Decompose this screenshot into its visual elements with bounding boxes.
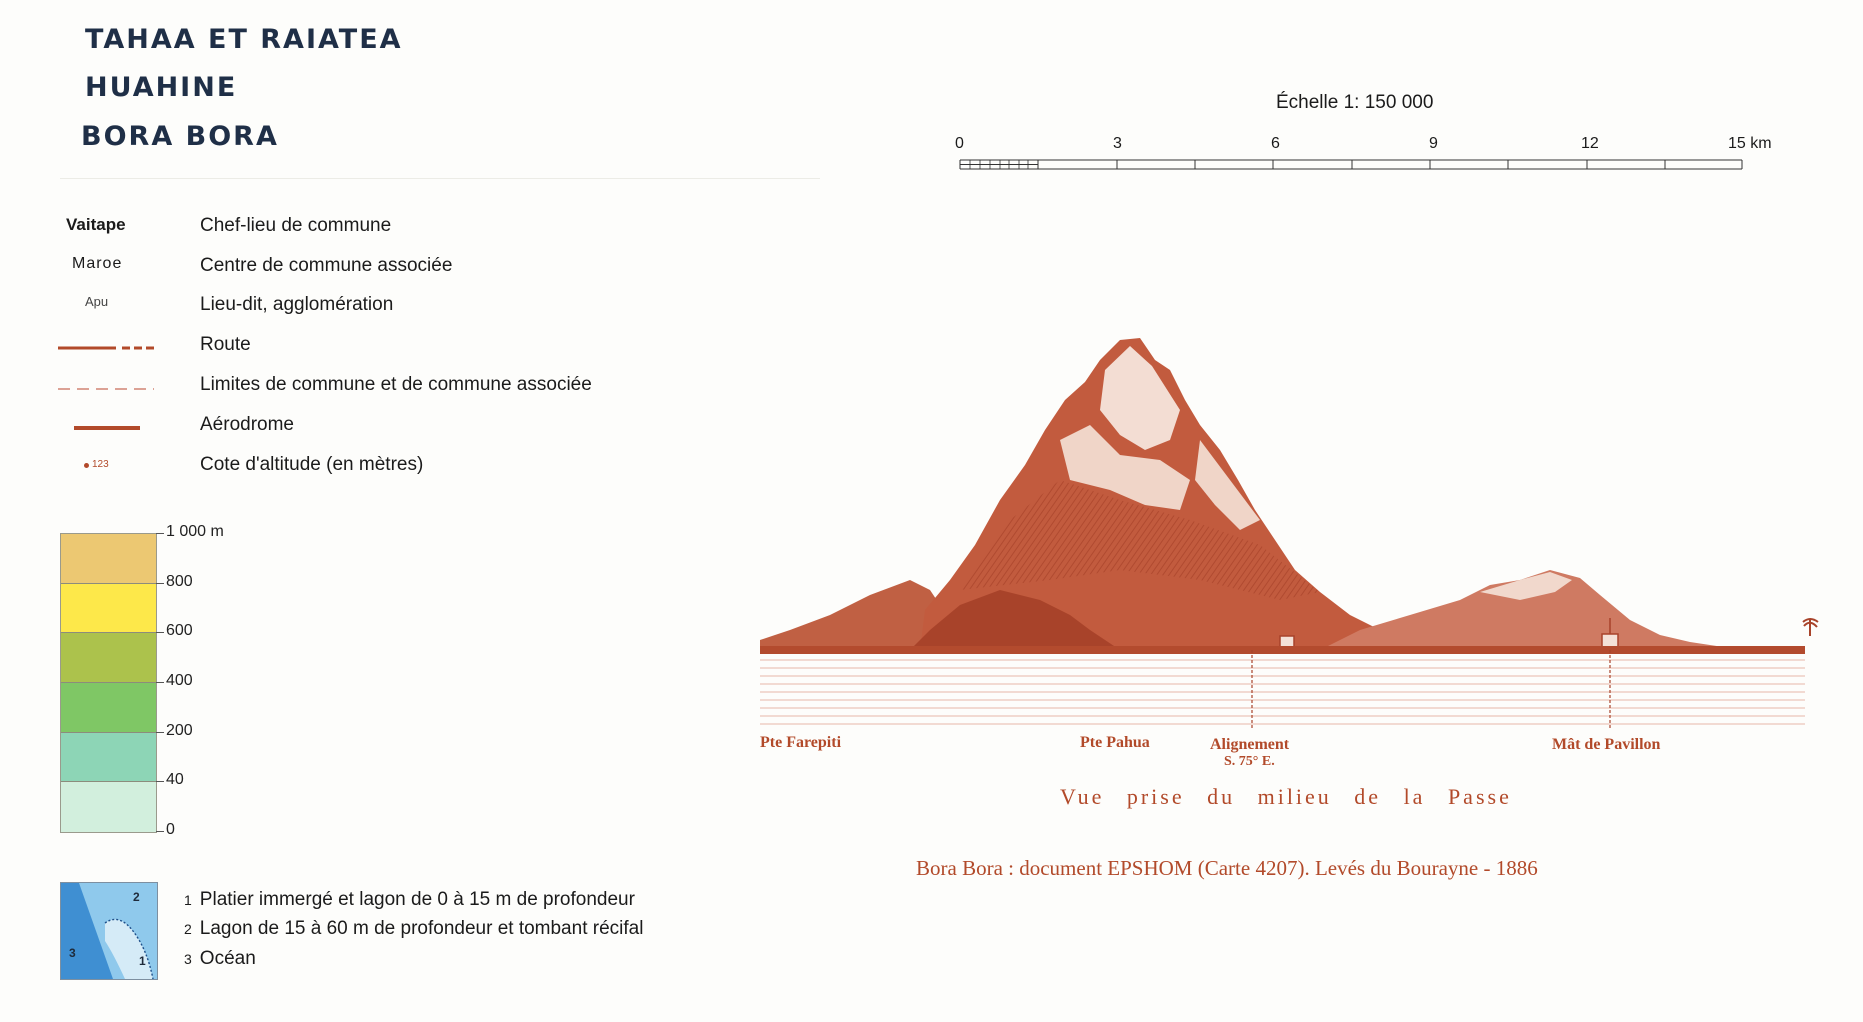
bora-bora-engraving xyxy=(760,330,1830,750)
legend-label-chef-lieu: Chef-lieu de commune xyxy=(200,215,392,236)
elevation-tick xyxy=(156,632,164,633)
shoreline xyxy=(760,646,1805,654)
elevation-tick-label: 200 xyxy=(166,721,193,739)
elevation-tick xyxy=(156,831,164,832)
elevation-band xyxy=(61,633,156,683)
elevation-color-scale xyxy=(60,533,157,833)
legend-sample-commune-associee: Maroe xyxy=(72,255,123,272)
building-right xyxy=(1602,634,1618,648)
sea-legend-item-1: 1 Platier immergé et lagon de 0 à 15 m de profondeur xyxy=(184,889,635,910)
legend-sample-lieu-dit: Apu xyxy=(85,294,109,309)
legend-label-commune-associee: Centre de commune associée xyxy=(200,255,453,276)
legend-row-aerodrome xyxy=(0,411,720,441)
elevation-band xyxy=(61,683,156,733)
legend-label-lieu-dit: Lieu-dit, agglomération xyxy=(200,294,394,315)
sea-depth-diagram xyxy=(61,883,157,979)
scale-label-6: 6 xyxy=(1271,135,1280,152)
spot-height-dot-icon xyxy=(84,463,89,468)
title-divider xyxy=(60,178,820,179)
scale-label-3: 3 xyxy=(1113,135,1122,152)
elevation-tick-label: 400 xyxy=(166,672,193,689)
elevation-band xyxy=(61,584,156,634)
elevation-tick xyxy=(156,682,164,683)
sea-box-label-3: 3 xyxy=(69,946,76,960)
legend-sample-cote: 123 xyxy=(58,451,168,481)
label-alignement: Alignement xyxy=(1210,736,1290,753)
elevation-tick-label: 800 xyxy=(166,572,193,590)
scale-bar xyxy=(950,156,1750,176)
label-pte-farepiti: Pte Farepiti xyxy=(760,734,842,751)
scale-label-9: 9 xyxy=(1429,135,1438,152)
scale-title: Échelle 1: 150 000 xyxy=(1276,92,1434,113)
legend-label-limites: Limites de commune et de commune associée xyxy=(200,374,592,395)
legend-label-route: Route xyxy=(200,334,251,355)
title-bora-bora: BORA BORA xyxy=(81,121,279,152)
elevation-band xyxy=(61,534,156,584)
legend-label-cote: Cote d'altitude (en mètres) xyxy=(200,454,424,475)
elevation-tick-label: 600 xyxy=(166,622,193,640)
sea-depth-swatch xyxy=(60,882,158,980)
scale-label-12: 12 xyxy=(1581,135,1599,152)
label-pte-pahua: Pte Pahua xyxy=(1080,734,1150,751)
legend-row-lieu-dit xyxy=(0,291,720,321)
title-huahine: HUAHINE xyxy=(85,72,238,103)
legend-row-chef-lieu xyxy=(0,212,720,242)
elevation-tick xyxy=(156,533,164,534)
elevation-tick-label: 1 000 m xyxy=(166,523,224,540)
scale-label-0: 0 xyxy=(955,135,964,152)
legend-sample-chef-lieu: Vaitape xyxy=(66,215,126,234)
title-tahaa-raiatea: TAHAA ET RAIATEA xyxy=(85,24,403,55)
view-caption: Vue prise du milieu de la Passe xyxy=(1060,784,1512,809)
legend-row-route xyxy=(0,331,720,361)
label-bearing: S. 75° E. xyxy=(1224,754,1275,769)
legend-row-cote xyxy=(0,451,720,481)
elevation-band xyxy=(61,782,156,832)
sea-surface xyxy=(760,660,1805,724)
scale-label-15km: 15 km xyxy=(1728,135,1772,152)
sea-legend-item-3: 3 Océan xyxy=(184,948,256,969)
legend-label-aerodrome: Aérodrome xyxy=(200,414,294,435)
elevation-tick-label: 40 xyxy=(166,771,184,789)
sea-box-label-1: 1 xyxy=(139,954,146,968)
elevation-tick xyxy=(156,781,164,782)
elevation-tick-label: 0 xyxy=(166,821,175,838)
route-symbol xyxy=(58,331,168,361)
sea-legend-item-2: 2 Lagon de 15 à 60 m de profondeur et tombant récifal xyxy=(184,918,644,939)
aerodrome-symbol xyxy=(58,411,168,441)
legend-row-commune-associee xyxy=(0,252,720,282)
boundary-symbol xyxy=(58,371,168,401)
elevation-tick xyxy=(156,732,164,733)
elevation-band xyxy=(61,733,156,783)
legend-row-limites xyxy=(0,371,720,401)
palm-tree-icon xyxy=(1803,619,1818,636)
label-mat-de-pavillon: Mât de Pavillon xyxy=(1552,736,1661,753)
elevation-tick xyxy=(156,583,164,584)
sea-box-label-2: 2 xyxy=(133,890,140,904)
document-source-caption: Bora Bora : document EPSHOM (Carte 4207). Levés du Bourayne - 1886 xyxy=(916,856,1538,880)
